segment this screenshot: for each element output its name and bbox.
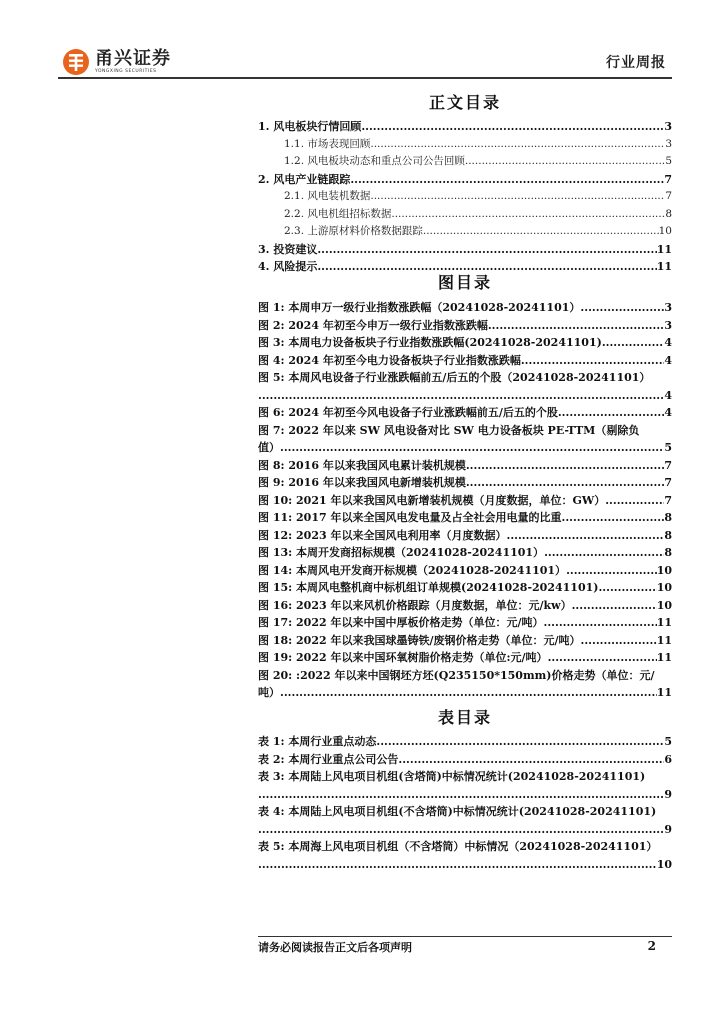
toc-tables-title: 表目录 bbox=[437, 708, 492, 727]
toc-entry[interactable]: 3. 投资建议 ..... 11 bbox=[258, 241, 672, 259]
figure-entry-wrapped[interactable]: 图 7: 2022 年以来 SW 风电设备对比 SW 电力设备板块 PE-TTM（剔除负 值） ..... 5 bbox=[258, 422, 672, 457]
brand-name: 甬兴证券 bbox=[95, 48, 171, 69]
page-header bbox=[0, 0, 724, 82]
figure-entry[interactable]: 图 3: 本周电力设备板块子行业指数涨跌幅(20241028-20241101) ..... 4 bbox=[258, 334, 672, 352]
table-entry[interactable]: 表 2: 本周行业重点公司公告 ..... 6 bbox=[258, 751, 672, 769]
figure-entry[interactable]: 图 17: 2022 年以来中国中厚板价格走势（单位：元/吨） ..... 11 bbox=[258, 614, 672, 632]
toc-entry[interactable]: 2.1. 风电装机数据 ..... 7 bbox=[258, 188, 672, 206]
report-type-label: 行业周报 bbox=[606, 55, 666, 71]
toc-entry[interactable]: 1.2. 风电板块动态和重点公司公告回顾 ..... 5 bbox=[258, 153, 672, 171]
figure-entry[interactable]: 图 9: 2016 年以来我国风电新增装机规模 ..... 7 bbox=[258, 474, 672, 492]
toc-main-section bbox=[258, 92, 672, 276]
toc-figures-title: 图目录 bbox=[437, 273, 492, 292]
figure-entry[interactable]: 图 14: 本周风电开发商开标规模（20241028-20241101） ..... 10 bbox=[258, 562, 672, 580]
figure-entry[interactable]: 图 13: 本周开发商招标规模（20241028-20241101） ..... 8 bbox=[258, 544, 672, 562]
figure-entry-wrapped[interactable]: 图 20: :2022 年以来中国钢坯方坯(Q235150*150mm)价格走势（单位：元/ 吨） ..... 11 bbox=[258, 667, 672, 702]
header-divider bbox=[58, 77, 672, 79]
toc-entry[interactable]: 2.3. 上游原材料价格数据跟踪 ..... 10 bbox=[258, 223, 672, 241]
brand-name-en: YONGXING SECURITIES bbox=[95, 69, 157, 74]
yongxing-logo-icon bbox=[62, 48, 90, 76]
figure-entry[interactable]: 图 16: 2023 年以来风机价格跟踪（月度数据，单位：元/kw） ..... 10 bbox=[258, 597, 672, 615]
figure-entry[interactable]: 图 11: 2017 年以来全国风电发电量及占全社会用电量的比重 ..... 8 bbox=[258, 509, 672, 527]
figure-entry-wrapped[interactable]: 图 5: 本周风电设备子行业涨跌幅前五/后五的个股（20241028-20241101） ..... 4 bbox=[258, 369, 672, 404]
footer-divider bbox=[258, 936, 672, 937]
toc-main-title: 正文目录 bbox=[428, 93, 501, 112]
toc-entry[interactable]: 2.2. 风电机组招标数据 ..... 8 bbox=[258, 206, 672, 224]
figure-entry[interactable]: 图 12: 2023 年以来全国风电利用率（月度数据） ..... 8 bbox=[258, 527, 672, 545]
figure-entry[interactable]: 图 4: 2024 年初至今电力设备板块子行业指数涨跌幅 ..... 4 bbox=[258, 352, 672, 370]
figure-entry[interactable]: 图 8: 2016 年以来我国风电累计装机规模 ..... 7 bbox=[258, 457, 672, 475]
brand-logo bbox=[62, 48, 171, 76]
figure-entry[interactable]: 图 18: 2022 年以来我国球墨铸铁/废钢价格走势（单位：元/吨） ..... 11 bbox=[258, 632, 672, 650]
toc-entry[interactable]: 1.1. 市场表现回顾 ..... 3 bbox=[258, 136, 672, 154]
footer-disclaimer: 请务必阅读报告正文后各项声明 bbox=[258, 941, 412, 954]
figure-entry[interactable]: 图 6: 2024 年初至今风电设备子行业涨跌幅前五/后五的个股 ..... 4 bbox=[258, 404, 672, 422]
toc-entry[interactable]: 2. 风电产业链跟踪 ..... 7 bbox=[258, 171, 672, 189]
toc-entry[interactable]: 4. 风险提示 ..... 11 bbox=[258, 258, 672, 276]
toc-entry[interactable]: 1. 风电板块行情回顾 ..... 3 bbox=[258, 118, 672, 136]
toc-tables-section bbox=[258, 707, 672, 873]
table-entry[interactable]: 表 1: 本周行业重点动态 ..... 5 bbox=[258, 733, 672, 751]
page-number: 2 bbox=[647, 939, 656, 953]
figure-entry[interactable]: 图 2: 2024 年初至今申万一级行业指数涨跌幅 ..... 3 bbox=[258, 317, 672, 335]
figure-entry[interactable]: 图 15: 本周风电整机商中标机组订单规模(20241028-20241101) ..... 10 bbox=[258, 579, 672, 597]
figure-entry[interactable]: 图 10: 2021 年以来我国风电新增装机规模（月度数据，单位：GW） ..... 7 bbox=[258, 492, 672, 510]
table-entry-wrapped[interactable]: 表 5: 本周海上风电项目机组（不含塔筒）中标情况（20241028-20241101） ..... 10 bbox=[258, 838, 672, 873]
figure-entry[interactable]: 图 19: 2022 年以来中国环氧树脂价格走势（单位:元/吨） ..... 11 bbox=[258, 649, 672, 667]
table-entry-wrapped[interactable]: 表 4: 本周陆上风电项目机组(不含塔筒)中标情况统计(20241028-20241101) ..... 9 bbox=[258, 803, 672, 838]
table-entry-wrapped[interactable]: 表 3: 本周陆上风电项目机组(含塔筒)中标情况统计(20241028-20241101) ..... 9 bbox=[258, 768, 672, 803]
toc-figures-section bbox=[258, 272, 672, 702]
figure-entry[interactable]: 图 1: 本周申万一级行业指数涨跌幅（20241028-20241101） ..... 3 bbox=[258, 299, 672, 317]
